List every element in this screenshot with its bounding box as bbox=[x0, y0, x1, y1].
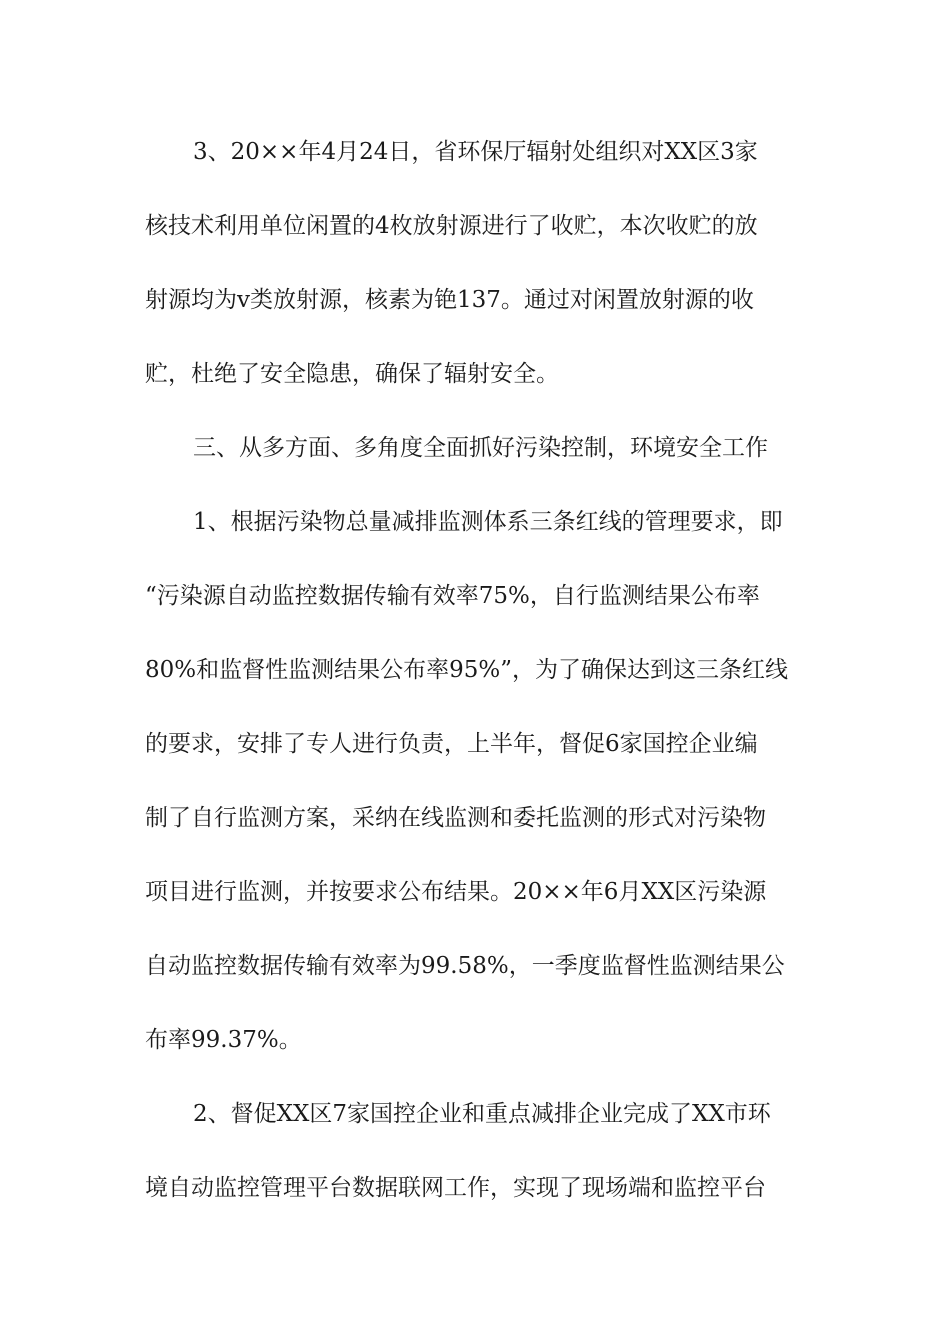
paragraph-line: 2、督促XX区7家国控企业和重点减排企业完成了XX市环 bbox=[193, 1101, 771, 1127]
paragraph-line: 射源均为v类放射源，核素为铯137。通过对闲置放射源的收 bbox=[145, 287, 754, 313]
paragraph-line: 3、20××年4月24日，省环保厅辐射处组织对XX区3家 bbox=[193, 139, 758, 165]
paragraph-line: 制了自行监测方案，采纳在线监测和委托监测的形式对污染物 bbox=[145, 805, 766, 831]
paragraph-line: 的要求，安排了专人进行负责，上半年，督促6家国控企业编 bbox=[145, 731, 758, 757]
paragraph-line: 自动监控数据传输有效率为99.58%，一季度监督性监测结果公 bbox=[145, 953, 785, 979]
paragraph-line: 境自动监控管理平台数据联网工作，实现了现场端和监控平台 bbox=[145, 1175, 766, 1201]
paragraph-line: 80%和监督性监测结果公布率95%”，为了确保达到这三条红线 bbox=[145, 657, 789, 683]
paragraph-line: 贮，杜绝了安全隐患，确保了辐射安全。 bbox=[145, 361, 559, 387]
paragraph-line: 核技术利用单位闲置的4枚放射源进行了收贮，本次收贮的放 bbox=[145, 213, 758, 239]
section-heading: 三、从多方面、多角度全面抓好污染控制，环境安全工作 bbox=[193, 435, 768, 461]
paragraph-line: 项目进行监测，并按要求公布结果。20××年6月XX区污染源 bbox=[145, 879, 767, 905]
paragraph-line: 布率99.37%。 bbox=[145, 1027, 302, 1053]
paragraph-line: “污染源自动监控数据传输有效率75%，自行监测结果公布率 bbox=[145, 583, 760, 609]
paragraph-line: 1、根据污染物总量减排监测体系三条红线的管理要求，即 bbox=[193, 509, 783, 535]
